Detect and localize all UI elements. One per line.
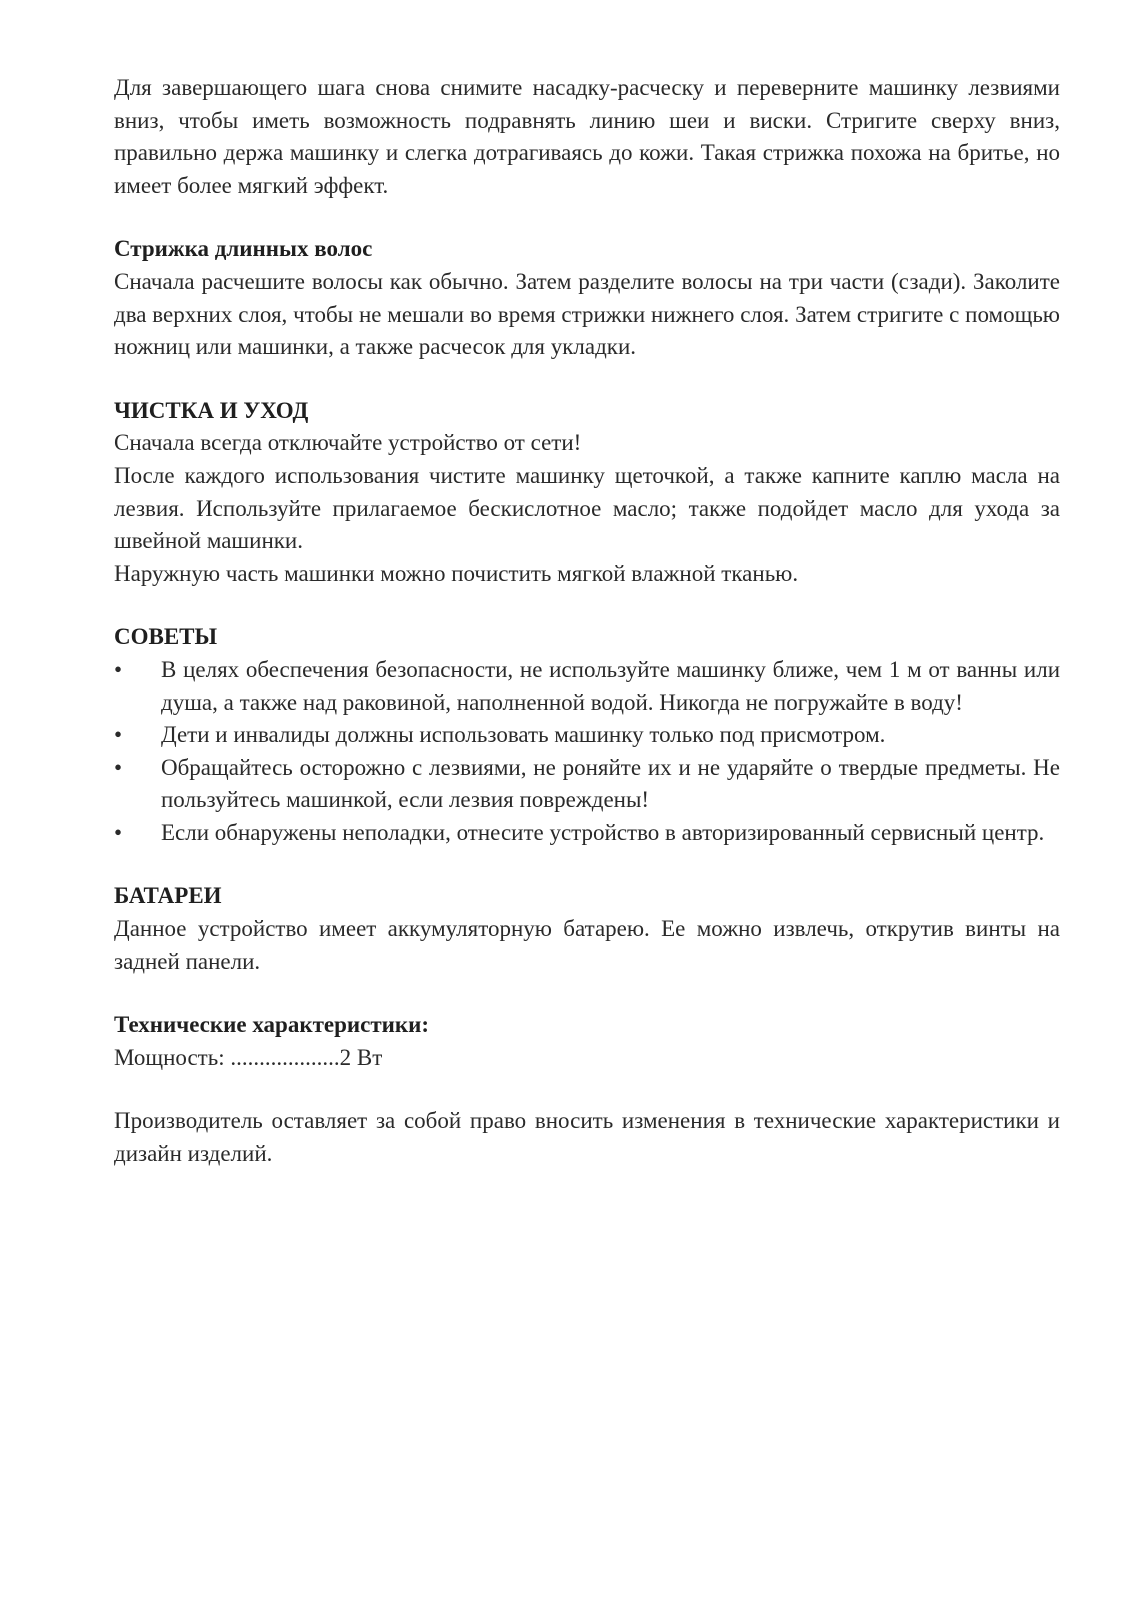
- cleaning-line-1: Сначала всегда отключайте устройство от сети!: [114, 430, 582, 456]
- bullet-icon: •: [114, 754, 123, 780]
- disclaimer-paragraph: Производитель оставляет за собой право вносить изменения в технические характеристики и дизайн изделий.: [114, 1108, 1060, 1167]
- intro-paragraph: Для завершающего шага снова снимите насадку-расческу и переверните машинку лезвиями вниз, чтобы иметь возможность подравнять линию шеи и виски. Стригите сверху вниз, правильно держа машинку и слегка дотрагиваясь до кожи. Такая стрижка похожа на бритье, но имеет более мягкий эффект.: [114, 75, 1060, 198]
- tip-text: Если обнаружены неполадки, отнесите устройство в авторизированный сервисный центр.: [161, 819, 1045, 845]
- batteries-heading: БАТАРЕИ: [114, 883, 222, 909]
- cleaning-line-3: Наружную часть машинки можно почистить мягкой влажной тканью.: [114, 560, 799, 586]
- list-item: [114, 817, 1060, 850]
- document-page: [114, 72, 1060, 1171]
- spacer: [114, 849, 1060, 880]
- spacer: [114, 590, 1060, 621]
- batteries-paragraph: Данное устройство имеет аккумуляторную батарею. Ее можно извлечь, открутив винты на задней панели.: [114, 916, 1060, 974]
- tip-text: Обращайтесь осторожно с лезвиями, не роняйте их и не ударяйте о твердые предметы. Не пользуйтесь машинкой, если лезвия повреждены!: [161, 754, 1060, 813]
- spacer: [114, 202, 1060, 233]
- cleaning-line-2: После каждого использования чистите машинку щеточкой, а также капните каплю масла на лезвия. Используйте прилагаемое бескислотное масло; также подойдет масло для ухода за швейной машинки.: [114, 462, 1060, 554]
- spacer: [114, 1074, 1060, 1105]
- spacer: [114, 978, 1060, 1009]
- cleaning-heading: ЧИСТКА И УХОД: [114, 397, 309, 423]
- bullet-icon: •: [114, 656, 123, 682]
- tip-text: Дети и инвалиды должны использовать машинку только под присмотром.: [161, 722, 886, 748]
- power-spec: Мощность: ...................2 Вт: [114, 1044, 383, 1070]
- list-item: [114, 719, 1060, 752]
- list-item: [114, 654, 1060, 719]
- bullet-icon: •: [114, 722, 123, 748]
- long-hair-paragraph: Сначала расчешите волосы как обычно. Затем разделите волосы на три части (сзади). Заколите два верхних слоя, чтобы не мешали во время стрижки нижнего слоя. Затем стригите с помощью ножниц или машинки, а также расчесок для укладки.: [114, 268, 1060, 360]
- spacer: [114, 364, 1060, 395]
- tips-heading: СОВЕТЫ: [114, 624, 218, 650]
- tip-text: В целях обеспечения безопасности, не используйте машинку ближе, чем 1 м от ванны или душа, а также над раковиной, наполненной водой. Никогда не погружайте в воду!: [161, 656, 1060, 715]
- specs-heading: Технические характеристики:: [114, 1012, 430, 1038]
- tips-list: [114, 654, 1060, 850]
- long-hair-heading: Стрижка длинных волос: [114, 236, 373, 262]
- bullet-icon: •: [114, 819, 123, 845]
- list-item: [114, 752, 1060, 817]
